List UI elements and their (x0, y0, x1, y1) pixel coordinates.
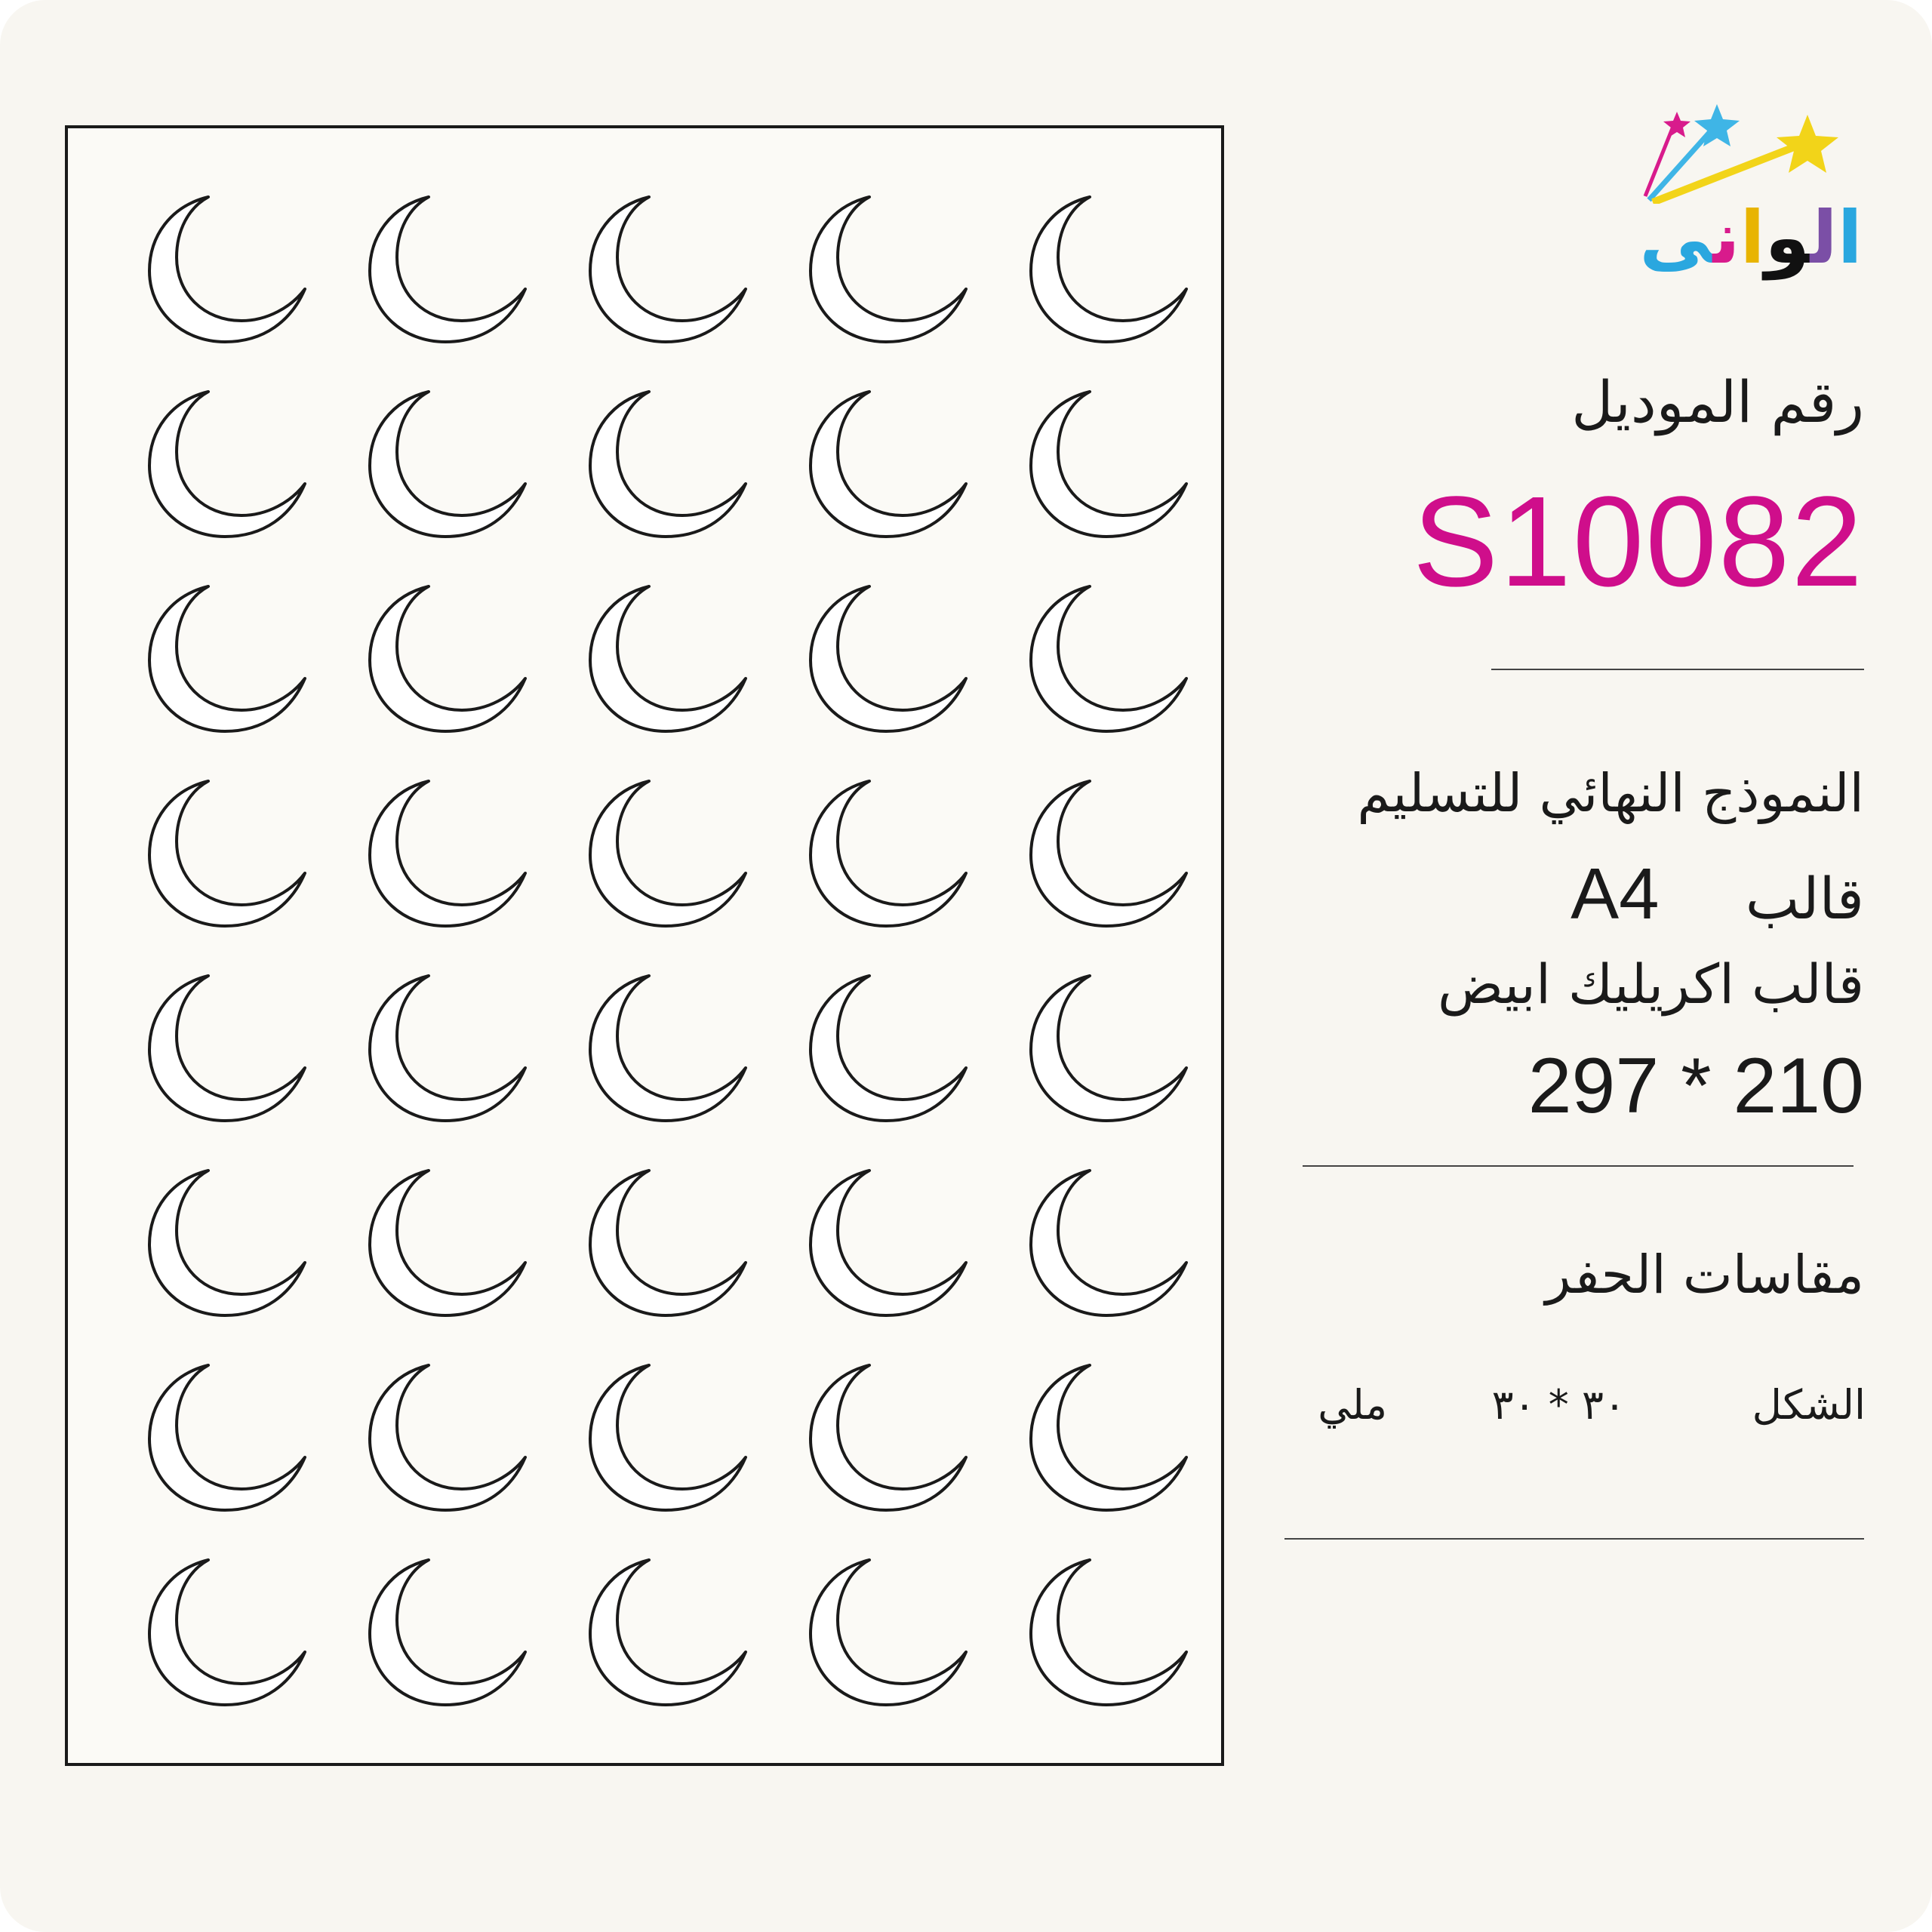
crescent-moon-icon (561, 374, 782, 569)
crescent-moon-shape (561, 374, 782, 569)
crescent-moon-icon (341, 1543, 561, 1737)
crescent-moon-shape (1002, 958, 1223, 1153)
crescent-moon-icon (1002, 1348, 1223, 1543)
crescent-moon-icon (782, 764, 1002, 958)
crescent-moon-icon (341, 569, 561, 764)
crescent-moon-shape (561, 958, 782, 1153)
crescent-moon-icon (561, 1543, 782, 1737)
crescent-grid (121, 180, 1223, 1737)
crescent-moon-shape (1002, 1153, 1223, 1348)
engraving-sizes-title: مقاسات الحفر (1545, 1244, 1864, 1306)
crescent-moon-icon (561, 1153, 782, 1348)
crescent-moon-icon (121, 958, 341, 1153)
crescent-moon-shape (341, 1543, 561, 1737)
crescent-moon-icon (782, 374, 1002, 569)
crescent-moon-icon (341, 180, 561, 374)
crescent-moon-icon (561, 764, 782, 958)
crescent-moon-icon (121, 569, 341, 764)
crescent-moon-shape (121, 764, 341, 958)
crescent-moon-shape (341, 764, 561, 958)
model-number: S10082 (1412, 470, 1864, 614)
crescent-moon-shape (1002, 764, 1223, 958)
crescent-moon-icon (782, 569, 1002, 764)
crescent-moon-shape (121, 374, 341, 569)
model-label: رقم الموديل (1571, 368, 1864, 435)
divider (1303, 1165, 1854, 1167)
crescent-moon-shape (121, 180, 341, 374)
crescent-moon-icon (1002, 374, 1223, 569)
crescent-moon-icon (121, 374, 341, 569)
a4-sheet (65, 125, 1224, 1766)
crescent-moon-icon (1002, 180, 1223, 374)
crescent-moon-shape (782, 569, 1002, 764)
crescent-moon-icon (561, 1348, 782, 1543)
crescent-moon-shape (561, 180, 782, 374)
crescent-moon-icon (782, 1153, 1002, 1348)
crescent-moon-icon (341, 764, 561, 958)
sheet-dimensions: 297 * 210 (1527, 1042, 1864, 1130)
crescent-moon-shape (1002, 374, 1223, 569)
crescent-moon-icon (121, 180, 341, 374)
crescent-moon-shape (341, 374, 561, 569)
acrylic-template: قالب اكريليك ابيض (1437, 952, 1864, 1016)
template-label: قالب (1745, 865, 1864, 932)
crescent-moon-icon (561, 958, 782, 1153)
crescent-moon-icon (121, 1348, 341, 1543)
crescent-moon-shape (561, 1348, 782, 1543)
crescent-moon-shape (561, 1543, 782, 1737)
crescent-moon-icon (782, 958, 1002, 1153)
final-model-title: النموذج النهائي للتسليم (1357, 762, 1864, 824)
crescent-moon-icon (121, 1153, 341, 1348)
crescent-moon-shape (121, 1543, 341, 1737)
crescent-moon-icon (561, 569, 782, 764)
crescent-moon-shape (782, 1153, 1002, 1348)
crescent-moon-shape (341, 569, 561, 764)
crescent-moon-icon (1002, 1543, 1223, 1737)
template-size: A4 (1571, 854, 1660, 934)
brand-logo (1630, 98, 1872, 287)
crescent-moon-icon (561, 180, 782, 374)
crescent-moon-shape (341, 1348, 561, 1543)
crescent-moon-shape (1002, 1543, 1223, 1737)
divider (1284, 1538, 1864, 1540)
crescent-moon-shape (782, 180, 1002, 374)
crescent-moon-icon (1002, 764, 1223, 958)
crescent-moon-shape (1002, 569, 1223, 764)
crescent-moon-icon (341, 1153, 561, 1348)
crescent-moon-icon (1002, 569, 1223, 764)
crescent-moon-shape (1002, 1348, 1223, 1543)
divider (1491, 669, 1864, 670)
crescent-moon-shape (561, 1153, 782, 1348)
crescent-moon-icon (341, 1348, 561, 1543)
brand-name: الوانى (1639, 195, 1863, 280)
crescent-moon-icon (121, 1543, 341, 1737)
crescent-moon-shape (341, 180, 561, 374)
crescent-moon-icon (121, 764, 341, 958)
crescent-moon-shape (782, 374, 1002, 569)
crescent-moon-icon (782, 1348, 1002, 1543)
crescent-moon-shape (121, 958, 341, 1153)
shooting-stars-icon (1630, 98, 1872, 204)
crescent-moon-shape (121, 1348, 341, 1543)
crescent-moon-icon (1002, 958, 1223, 1153)
crescent-moon-shape (782, 1543, 1002, 1737)
crescent-moon-shape (341, 958, 561, 1153)
crescent-moon-icon (782, 1543, 1002, 1737)
shape-unit: ملي (1318, 1381, 1387, 1429)
crescent-moon-shape (561, 569, 782, 764)
crescent-moon-icon (341, 374, 561, 569)
crescent-moon-shape (561, 764, 782, 958)
crescent-moon-icon (341, 958, 561, 1153)
shape-label: الشكل (1752, 1381, 1866, 1429)
crescent-moon-icon (1002, 1153, 1223, 1348)
shape-size: ٣٠ * ٣٠ (1491, 1381, 1626, 1429)
crescent-moon-shape (782, 1348, 1002, 1543)
template-line (1571, 853, 1864, 936)
crescent-moon-shape (121, 569, 341, 764)
crescent-moon-shape (341, 1153, 561, 1348)
crescent-moon-shape (782, 958, 1002, 1153)
crescent-moon-shape (782, 764, 1002, 958)
crescent-moon-icon (782, 180, 1002, 374)
crescent-moon-shape (121, 1153, 341, 1348)
crescent-moon-shape (1002, 180, 1223, 374)
